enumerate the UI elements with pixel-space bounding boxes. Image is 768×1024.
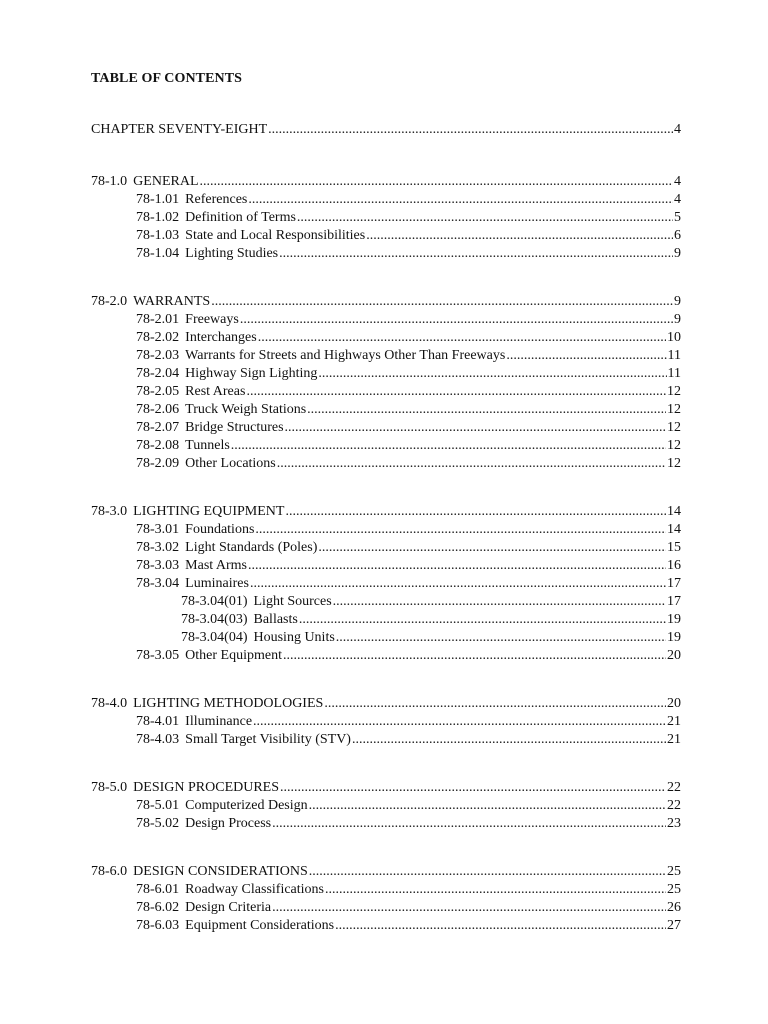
toc-page-number: 14 xyxy=(667,504,681,519)
toc-subsection-entry[interactable] xyxy=(136,365,681,383)
toc-subsection-entry[interactable] xyxy=(136,647,681,665)
toc-entry-text: Other Locations xyxy=(185,456,276,471)
toc-entry-text: Design Criteria xyxy=(185,900,272,915)
toc-page-number: 22 xyxy=(667,798,681,813)
dot-leader xyxy=(258,329,666,347)
toc-page-number: 19 xyxy=(667,630,681,645)
dot-leader xyxy=(333,593,666,611)
toc-page-number: 21 xyxy=(667,714,681,729)
toc-page-number: 9 xyxy=(674,294,681,309)
section-spacer xyxy=(91,263,681,293)
toc-entry-number: 78-5.02 xyxy=(136,816,180,831)
toc-page-number: 27 xyxy=(667,918,681,933)
dot-leader xyxy=(335,917,666,935)
toc-page-number: 22 xyxy=(667,780,681,795)
toc-entry-text: Bridge Structures xyxy=(185,420,284,435)
toc-section-group xyxy=(91,503,681,665)
toc-section-entry[interactable] xyxy=(91,293,681,311)
toc-entry-text: Equipment Considerations xyxy=(185,918,335,933)
toc-subsection-entry[interactable] xyxy=(136,713,681,731)
toc-entry-text: Light Standards (Poles) xyxy=(185,540,318,555)
toc-entry-text: Interchanges xyxy=(185,330,257,345)
toc-page-number: 20 xyxy=(667,648,681,663)
dot-leader xyxy=(272,899,666,917)
toc-entry-number: 78-3.02 xyxy=(136,540,180,555)
toc-subsection-entry[interactable] xyxy=(136,383,681,401)
toc-entry-number: 78-1.0 xyxy=(91,174,128,189)
toc-page-number: 25 xyxy=(667,864,681,879)
toc-entry-text: LIGHTING EQUIPMENT xyxy=(133,504,285,519)
toc-page-number: 17 xyxy=(667,594,681,609)
toc-subsection-entry[interactable] xyxy=(136,329,681,347)
toc-entry-text: WARRANTS xyxy=(133,294,211,309)
toc-page-number: 9 xyxy=(674,246,681,261)
dot-leader xyxy=(255,521,666,539)
toc-subsection-entry[interactable] xyxy=(136,731,681,749)
dot-leader xyxy=(309,863,666,881)
toc-entry-number: 78-3.04(01) xyxy=(181,594,248,609)
dot-leader xyxy=(285,419,666,437)
toc-entry-number: 78-3.04(04) xyxy=(181,630,248,645)
toc-entry-number: 78-2.04 xyxy=(136,366,180,381)
toc-entry-text: Foundations xyxy=(185,522,255,537)
toc-entry-number: 78-3.04(03) xyxy=(181,612,248,627)
toc-page-number: 4 xyxy=(674,122,681,137)
toc-entry-number: 78-6.0 xyxy=(91,864,128,879)
toc-section-group xyxy=(91,695,681,749)
toc-page-number: 11 xyxy=(667,348,681,363)
dot-leader xyxy=(200,173,674,191)
toc-entry-number: 78-3.03 xyxy=(136,558,180,573)
toc-subsection-entry[interactable] xyxy=(136,521,681,539)
toc-entry-number: 78-1.02 xyxy=(136,210,180,225)
toc-page-number: 6 xyxy=(674,228,681,243)
toc-entry-number: 78-2.07 xyxy=(136,420,180,435)
dot-leader xyxy=(268,121,673,139)
toc-entry-number: 78-6.01 xyxy=(136,882,180,897)
dot-leader xyxy=(280,779,666,797)
toc-page-number: 26 xyxy=(667,900,681,915)
toc-section-group xyxy=(91,863,681,935)
toc-subsection-entry[interactable] xyxy=(136,881,681,899)
toc-entry-text: References xyxy=(185,192,248,207)
toc-entry-text: Luminaires xyxy=(185,576,249,591)
toc-entry-number: 78-6.03 xyxy=(136,918,180,933)
dot-leader xyxy=(318,539,666,557)
page-title: TABLE OF CONTENTS xyxy=(91,71,243,86)
toc-entry-number: 78-3.01 xyxy=(136,522,180,537)
toc-subsection-entry[interactable] xyxy=(136,815,681,833)
toc-section-group xyxy=(91,779,681,833)
dot-leader xyxy=(246,383,666,401)
dot-leader xyxy=(324,695,666,713)
toc-subsection-entry[interactable] xyxy=(136,539,681,557)
dot-leader xyxy=(253,713,666,731)
dot-leader xyxy=(336,629,666,647)
toc-entry-text: Other Equipment xyxy=(185,648,282,663)
toc-subsubsection-entry[interactable] xyxy=(181,629,681,647)
dot-leader xyxy=(277,455,666,473)
toc-subsection-entry[interactable] xyxy=(136,437,681,455)
toc-entry-number: 78-6.02 xyxy=(136,900,180,915)
toc-entry-text: Mast Arms xyxy=(185,558,248,573)
section-spacer xyxy=(91,665,681,695)
toc-entry-number: 78-5.01 xyxy=(136,798,180,813)
toc-entry-number: 78-2.06 xyxy=(136,402,180,417)
toc-subsubsection-entry[interactable] xyxy=(181,611,681,629)
toc-entry-text: DESIGN CONSIDERATIONS xyxy=(133,864,308,879)
dot-leader xyxy=(366,227,673,245)
toc-page-number: 25 xyxy=(667,882,681,897)
dot-leader xyxy=(250,575,666,593)
section-spacer xyxy=(91,473,681,503)
section-spacer xyxy=(91,749,681,779)
toc-page-number: 4 xyxy=(674,192,681,207)
toc-entry-number: 78-5.0 xyxy=(91,780,128,795)
dot-leader xyxy=(279,245,673,263)
toc-subsection-entry[interactable] xyxy=(136,557,681,575)
dot-leader xyxy=(307,401,666,419)
toc-entry-text: Housing Units xyxy=(253,630,335,645)
toc-entry-number: 78-3.05 xyxy=(136,648,180,663)
toc-entry-text: Illuminance xyxy=(185,714,253,729)
toc-entry-number: 78-3.04 xyxy=(136,576,180,591)
dot-leader xyxy=(248,557,666,575)
dot-leader xyxy=(211,293,673,311)
toc-entry-text: Small Target Visibility (STV) xyxy=(185,732,351,747)
toc-entry-number: 78-1.03 xyxy=(136,228,180,243)
toc-section-entry[interactable] xyxy=(91,695,681,713)
toc-subsection-entry[interactable] xyxy=(136,191,681,209)
dot-leader xyxy=(318,365,666,383)
toc-page-number: 16 xyxy=(667,558,681,573)
toc-page-number: 11 xyxy=(667,366,681,381)
toc-entry-number: 78-1.01 xyxy=(136,192,180,207)
toc-page-number: 12 xyxy=(667,402,681,417)
toc-entry-number: 78-2.09 xyxy=(136,456,180,471)
toc-page-number: 17 xyxy=(667,576,681,591)
toc-chapter-entry[interactable] xyxy=(91,121,681,139)
toc-entry-number: 78-4.03 xyxy=(136,732,180,747)
toc-entry-text: Freeways xyxy=(185,312,239,327)
toc-subsubsection-entry[interactable] xyxy=(181,593,681,611)
toc-page-number: 15 xyxy=(667,540,681,555)
toc-section-entry[interactable] xyxy=(91,863,681,881)
toc-subsection-entry[interactable] xyxy=(136,311,681,329)
toc-page-number: 19 xyxy=(667,612,681,627)
toc-entry-text: Warrants for Streets and Highways Other Than Freeways xyxy=(185,348,506,363)
toc-entry-number: 78-2.01 xyxy=(136,312,180,327)
toc-entry-text: LIGHTING METHODOLOGIES xyxy=(133,696,324,711)
toc-entry-text: Truck Weigh Stations xyxy=(185,402,307,417)
toc-entry-number: 78-2.0 xyxy=(91,294,128,309)
toc-entry-text: State and Local Responsibilities xyxy=(185,228,366,243)
toc-page-number: 12 xyxy=(667,420,681,435)
toc-entry-text: Definition of Terms xyxy=(185,210,296,225)
toc-page-number: 14 xyxy=(667,522,681,537)
toc-page-number: 23 xyxy=(667,816,681,831)
toc-entry-text: GENERAL xyxy=(133,174,199,189)
toc-subsection-entry[interactable] xyxy=(136,575,681,593)
toc-entry-text: Highway Sign Lighting xyxy=(185,366,318,381)
toc-page-number: 21 xyxy=(667,732,681,747)
table-of-contents xyxy=(91,121,681,935)
toc-entry-text: Roadway Classifications xyxy=(185,882,324,897)
toc-page-number: 5 xyxy=(674,210,681,225)
dot-leader xyxy=(248,191,673,209)
toc-subsection-entry[interactable] xyxy=(136,899,681,917)
dot-leader xyxy=(231,437,666,455)
toc-entry-text: Ballasts xyxy=(253,612,298,627)
toc-subsection-entry[interactable] xyxy=(136,227,681,245)
toc-subsection-entry[interactable] xyxy=(136,209,681,227)
dot-leader xyxy=(297,209,673,227)
section-spacer xyxy=(91,833,681,863)
toc-entry-text: Light Sources xyxy=(253,594,332,609)
toc-subsection-entry[interactable] xyxy=(136,347,681,365)
toc-entry-text: Lighting Studies xyxy=(185,246,279,261)
toc-section-entry[interactable] xyxy=(91,173,681,191)
toc-entry-number: 78-2.02 xyxy=(136,330,180,345)
toc-entry-number: 78-2.03 xyxy=(136,348,180,363)
toc-sections xyxy=(91,139,681,935)
toc-page-number: 12 xyxy=(667,456,681,471)
dot-leader xyxy=(506,347,666,365)
dot-leader xyxy=(299,611,666,629)
toc-page-number: 10 xyxy=(667,330,681,345)
toc-section-entry[interactable] xyxy=(91,779,681,797)
toc-page-number: 20 xyxy=(667,696,681,711)
toc-subsection-entry[interactable] xyxy=(136,455,681,473)
toc-subsection-entry[interactable] xyxy=(136,401,681,419)
toc-entry-text: Design Process xyxy=(185,816,272,831)
toc-entry-number: 78-3.0 xyxy=(91,504,128,519)
toc-entry-number: 78-1.04 xyxy=(136,246,180,261)
toc-entry-text: Tunnels xyxy=(185,438,230,453)
toc-page-number: 9 xyxy=(674,312,681,327)
dot-leader xyxy=(325,881,666,899)
dot-leader xyxy=(285,503,666,521)
toc-section-group xyxy=(91,293,681,473)
toc-subsection-entry[interactable] xyxy=(136,797,681,815)
dot-leader xyxy=(283,647,666,665)
toc-section-group xyxy=(91,173,681,263)
toc-subsection-entry[interactable] xyxy=(136,419,681,437)
toc-subsection-entry[interactable] xyxy=(136,917,681,935)
toc-entry-number: 78-4.01 xyxy=(136,714,180,729)
toc-page-number: 12 xyxy=(667,384,681,399)
toc-entry-text: Rest Areas xyxy=(185,384,246,399)
toc-page-number: 12 xyxy=(667,438,681,453)
dot-leader xyxy=(240,311,673,329)
dot-leader xyxy=(272,815,666,833)
toc-entry-number: 78-4.0 xyxy=(91,696,128,711)
toc-page-number: 4 xyxy=(674,174,681,189)
toc-subsection-entry[interactable] xyxy=(136,245,681,263)
toc-entry-number: 78-2.05 xyxy=(136,384,180,399)
toc-entry-number: 78-2.08 xyxy=(136,438,180,453)
toc-entry-text: CHAPTER SEVENTY-EIGHT xyxy=(91,122,268,137)
section-spacer xyxy=(91,139,681,173)
dot-leader xyxy=(309,797,666,815)
toc-entry-text: DESIGN PROCEDURES xyxy=(133,780,280,795)
dot-leader xyxy=(352,731,666,749)
toc-entry-text: Computerized Design xyxy=(185,798,308,813)
toc-section-entry[interactable] xyxy=(91,503,681,521)
